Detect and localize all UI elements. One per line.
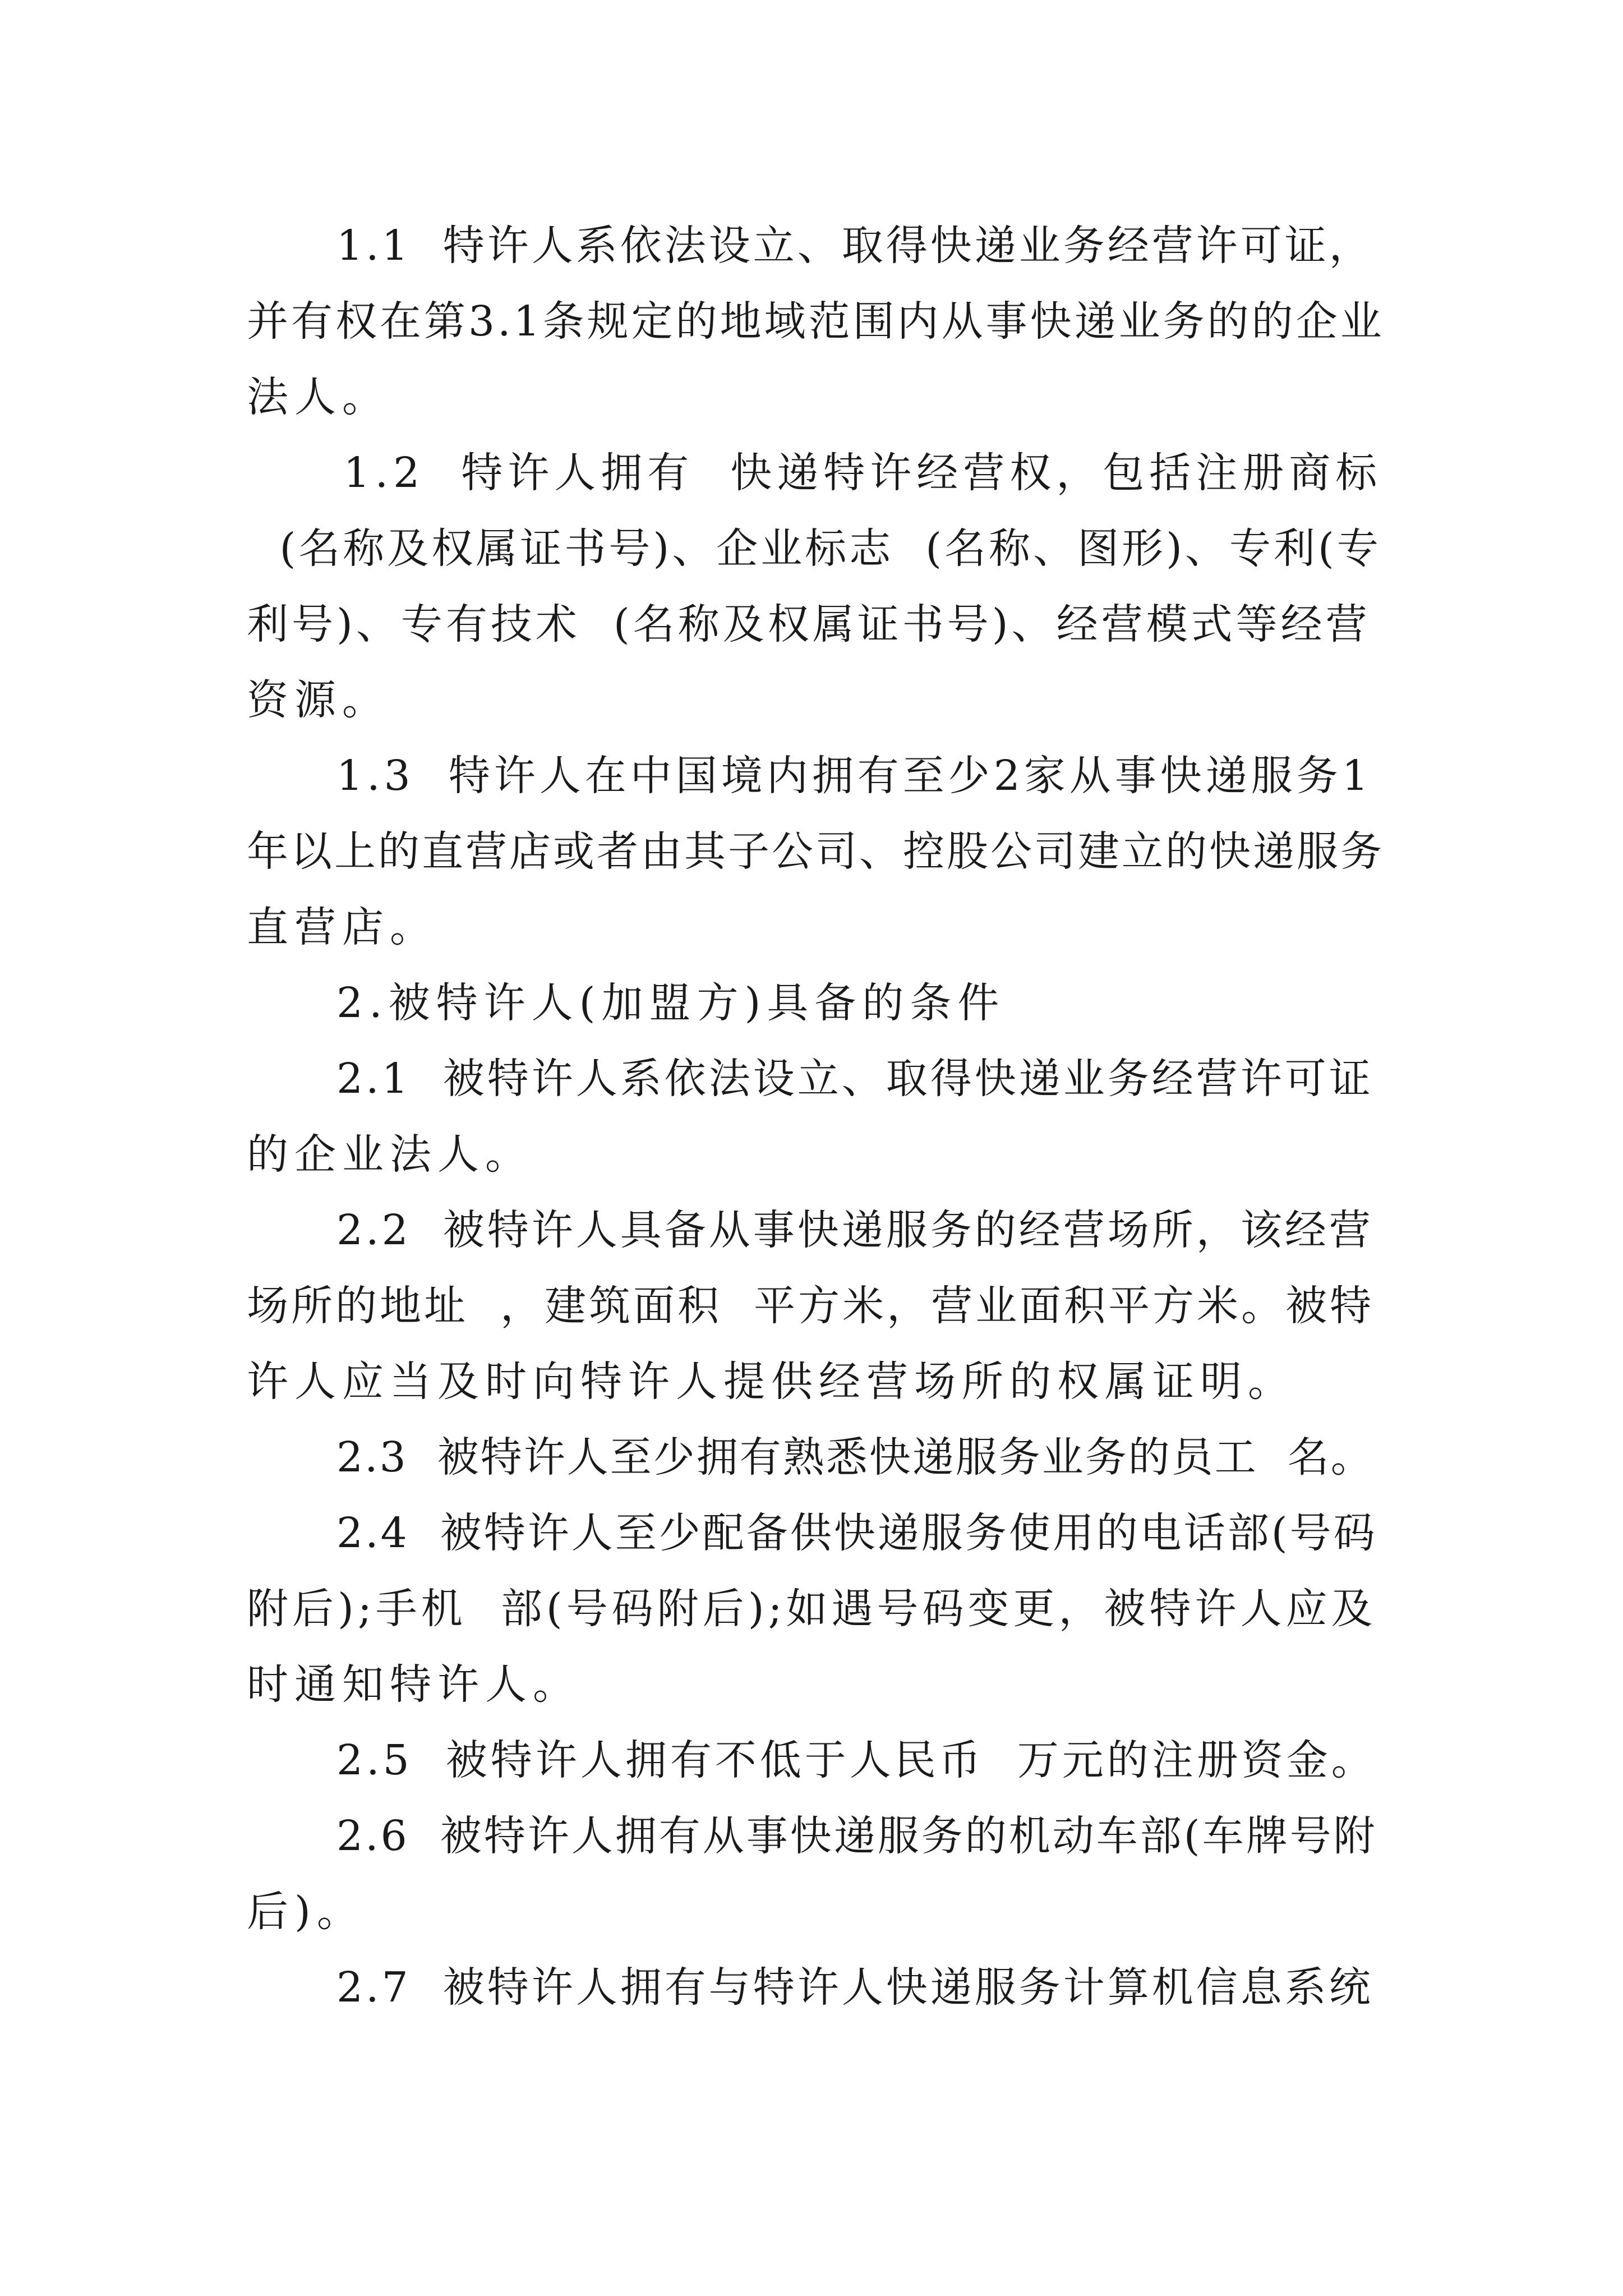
text-line: 2.3 被特许人至少拥有熟悉快递服务业务的员工 名。	[336, 1433, 1374, 1481]
text-line: 2.4 被特许人至少配备供快递服务使用的电话部(号码	[336, 1509, 1377, 1557]
text-line: 2.7 被特许人拥有与特许人快递服务计算机信息系统	[336, 1963, 1373, 2012]
text-line: 后)。	[247, 1888, 365, 1936]
text-line: 2.2 被特许人具备从事快递服务的经营场所，该经营	[336, 1206, 1373, 1254]
text-line: 年以上的直营店或者由其子公司、控股公司建立的快递服务	[247, 827, 1384, 876]
text-line: 附后);手机 部(号码附后);如遇号码变更，被特许人应及	[247, 1585, 1377, 1633]
text-line: 2.6 被特许人拥有从事快递服务的机动车部(车牌号附	[336, 1812, 1377, 1860]
text-line: 2.1 被特许人系依法设立、取得快递业务经营许可证	[336, 1055, 1373, 1103]
text-line: 直营店。	[247, 903, 437, 951]
text-line: 利号)、专有技术 (名称及权属证书号)、经营模式等经营	[247, 600, 1371, 648]
text-line: 时通知特许人。	[247, 1660, 580, 1709]
text-line: 并有权在第3.1条规定的地域范围内从事快递业务的的企业	[247, 297, 1385, 346]
text-line: 许人应当及时向特许人提供经营场所的权属证明。	[247, 1358, 1295, 1406]
text-line: 的企业法人。	[247, 1130, 533, 1179]
text-line: 法人。	[247, 373, 390, 421]
text-line: (名称及权属证书号)、企业标志 (名称、图形)、专利(专	[264, 524, 1381, 573]
text-line: 场所的地址 ，建筑面积 平方米，营业面积平方米。被特	[247, 1282, 1375, 1330]
text-line: 1.2 特许人拥有 快递特许经营权，包括注册商标	[325, 449, 1382, 497]
section-heading: 2.被特许人(加盟方)具备的条件	[336, 979, 1006, 1027]
text-line: 2.5 被特许人拥有不低于人民币 万元的注册资金。	[336, 1736, 1376, 1784]
text-line: 1.1 特许人系依法设立、取得快递业务经营许可证，	[336, 222, 1373, 270]
text-line: 1.3 特许人在中国境内拥有至少2家从事快递服务1	[336, 752, 1372, 800]
text-line: 资源。	[247, 676, 390, 724]
